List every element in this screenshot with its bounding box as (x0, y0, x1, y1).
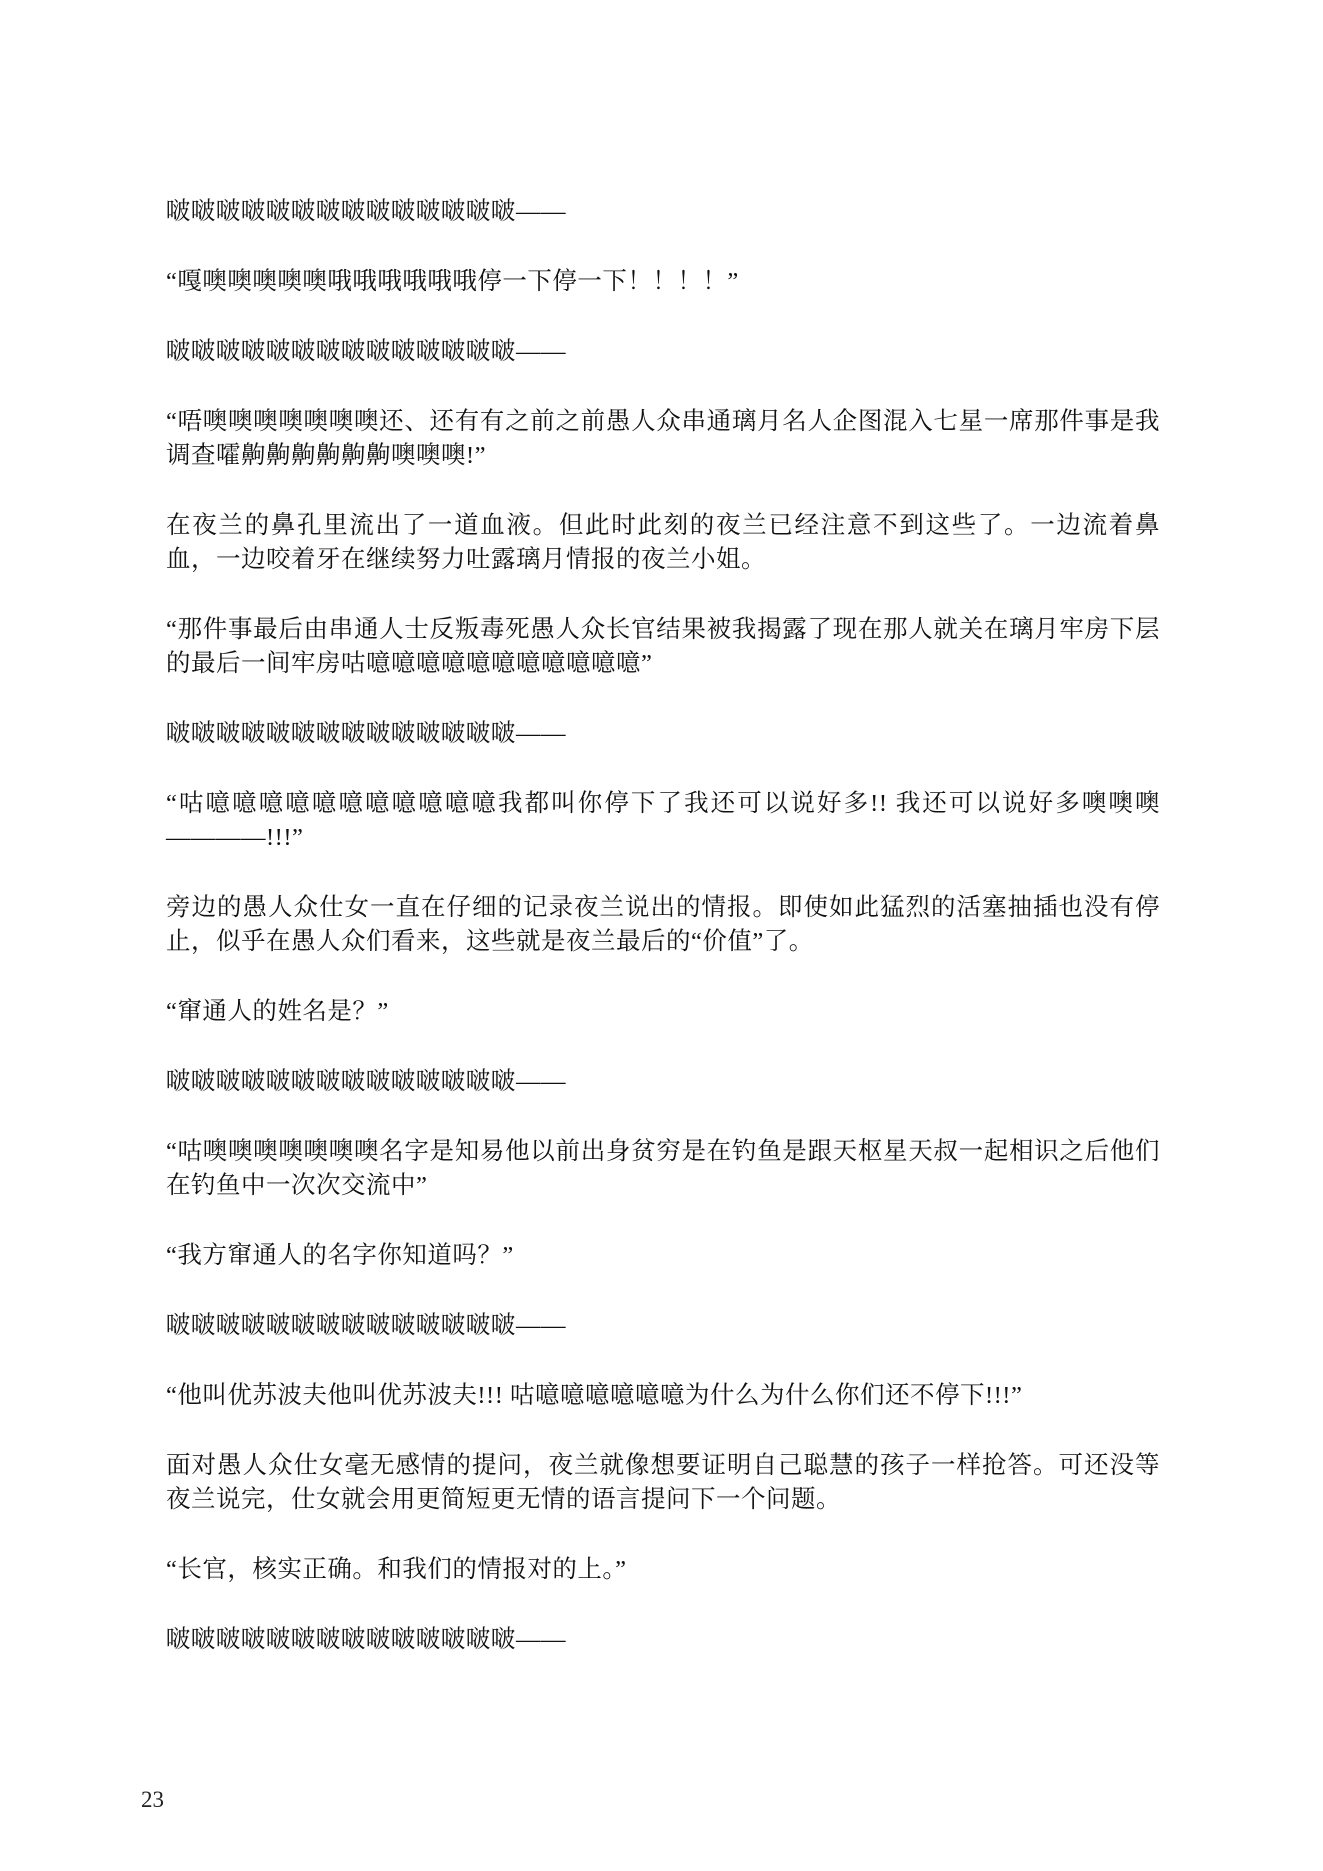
paragraph-dialogue: “窜通人的姓名是？” (166, 998, 389, 1025)
paragraph-sfx: 啵啵啵啵啵啵啵啵啵啵啵啵啵啵—— (166, 1312, 566, 1339)
page-number: 23 (141, 1787, 164, 1812)
paragraph-dialogue: “我方窜通人的名字你知道吗？” (166, 1242, 514, 1269)
paragraph-narration: 面对愚人众仕女毫无感情的提问，夜兰就像想要证明自己聪慧的孩子一样抢答。可还没等夜兰说完，仕女就会用更简短更无情的语言提问下一个问题。 (166, 1452, 1160, 1513)
paragraph-dialogue: “长官，核实正确。和我们的情报对的上。” (166, 1556, 627, 1583)
paragraph-dialogue: “嘎噢噢噢噢噢哦哦哦哦哦哦停一下停一下！！！！” (166, 268, 739, 295)
paragraph-sfx: 啵啵啵啵啵啵啵啵啵啵啵啵啵啵—— (166, 720, 566, 747)
paragraph-dialogue: “咕噢噢噢噢噢噢噢名字是知易他以前出身贫穷是在钓鱼是跟天枢星天叔一起相识之后他们在钓鱼中一次次交流中” (166, 1138, 1160, 1199)
paragraph-dialogue: “咕噫噫噫噫噫噫噫噫噫噫噫我都叫你停下了我还可以说好多!! 我还可以说好多噢噢噢————!!!” (166, 790, 1160, 851)
paragraph-sfx: 啵啵啵啵啵啵啵啵啵啵啵啵啵啵—— (166, 338, 566, 365)
paragraph-sfx: 啵啵啵啵啵啵啵啵啵啵啵啵啵啵—— (166, 198, 566, 225)
paragraph-narration: 在夜兰的鼻孔里流出了一道血液。但此时此刻的夜兰已经注意不到这些了。一边流着鼻血，一边咬着牙在继续努力吐露璃月情报的夜兰小姐。 (166, 512, 1160, 573)
paragraph-dialogue: “他叫优苏波夫他叫优苏波夫!!! 咕噫噫噫噫噫噫为什么为什么你们还不停下!!!” (166, 1382, 1023, 1409)
paragraph-narration: 旁边的愚人众仕女一直在仔细的记录夜兰说出的情报。即使如此猛烈的活塞抽插也没有停止，似乎在愚人众们看来，这些就是夜兰最后的“价值”了。 (166, 894, 1160, 955)
paragraph-dialogue: “那件事最后由串通人士反叛毒死愚人众长官结果被我揭露了现在那人就关在璃月牢房下层的最后一间牢房咕噫噫噫噫噫噫噫噫噫噫噫” (166, 616, 1160, 677)
paragraph-sfx: 啵啵啵啵啵啵啵啵啵啵啵啵啵啵—— (166, 1068, 566, 1095)
page-body-text (166, 195, 1160, 1693)
paragraph-sfx: 啵啵啵啵啵啵啵啵啵啵啵啵啵啵—— (166, 1626, 566, 1653)
paragraph-dialogue: “唔噢噢噢噢噢噢噢还、还有有之前之前愚人众串通璃月名人企图混入七星一席那件事是我调查嚯齁齁齁齁齁齁噢噢噢!” (166, 408, 1160, 469)
